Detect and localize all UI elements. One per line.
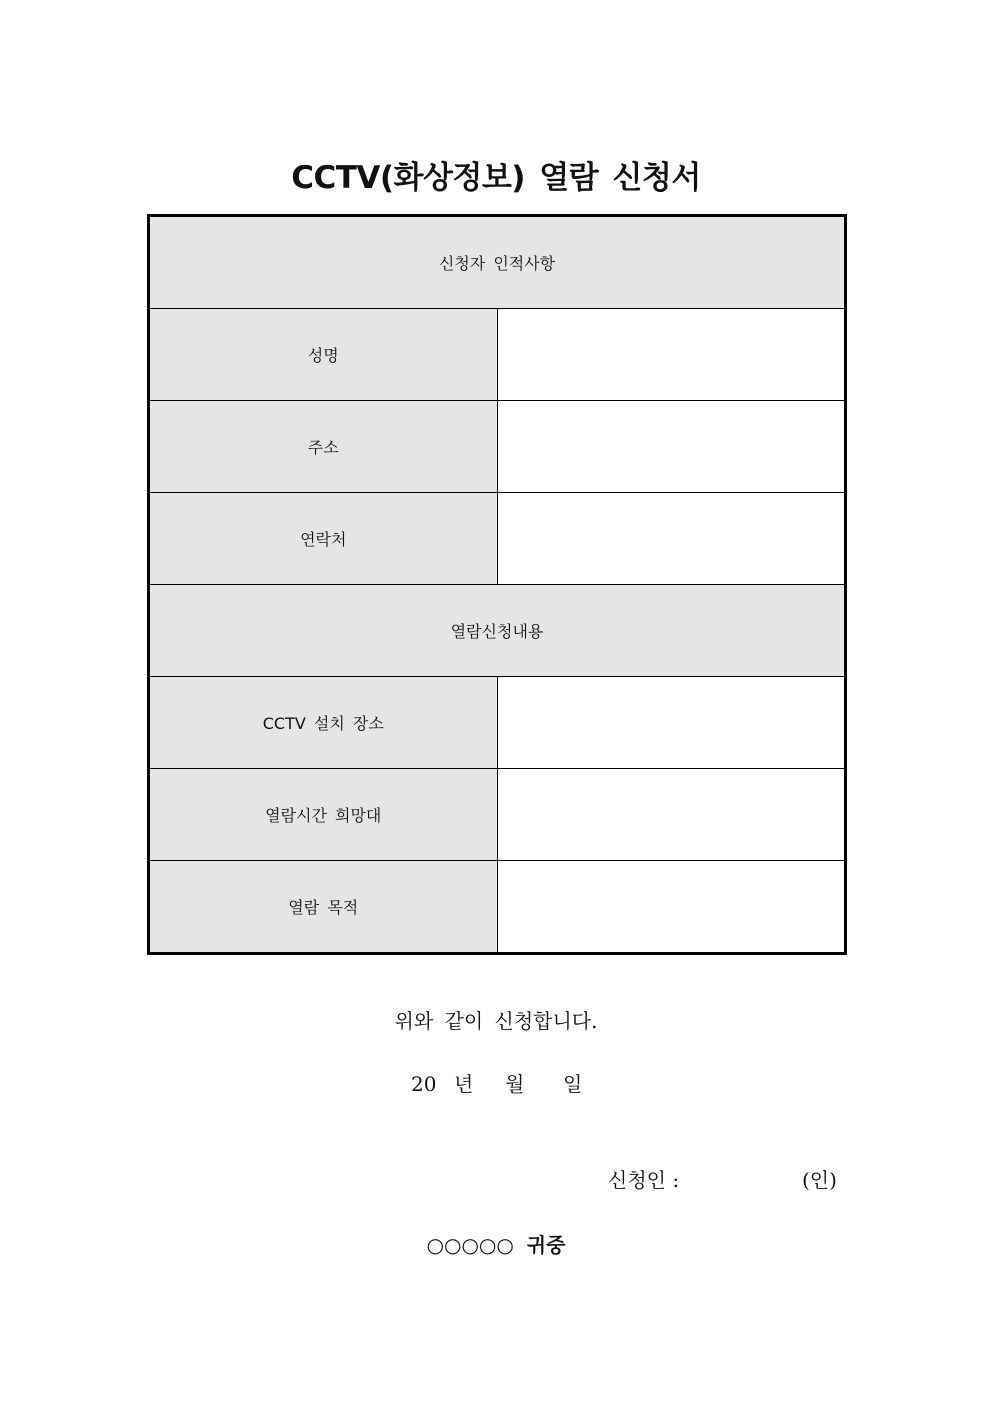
applicant-signature-line: [0, 1165, 992, 1195]
date-day-unit: 일: [563, 1072, 583, 1096]
label-name: 성명: [149, 309, 498, 401]
section-header-request-details: 열람신청내용: [149, 585, 846, 677]
form-row-cctv-location: [149, 677, 846, 769]
name-field[interactable]: [497, 309, 846, 401]
recipient-line: ○○○○○ 귀중: [426, 1233, 566, 1257]
date-month-unit: 월: [505, 1072, 525, 1096]
label-cctv-location: CCTV 설치 장소: [149, 677, 498, 769]
application-form-table: [147, 214, 847, 955]
label-contact: 연락처: [149, 493, 498, 585]
label-viewing-purpose: 열람 목적: [149, 861, 498, 954]
form-row-viewing-purpose: [149, 861, 846, 954]
section-header-applicant-info: 신청자 인적사항: [149, 216, 846, 309]
form-row-name: [149, 309, 846, 401]
address-field[interactable]: [497, 401, 846, 493]
cctv-location-field[interactable]: [497, 677, 846, 769]
section-row-request: [149, 585, 846, 677]
form-row-address: [149, 401, 846, 493]
seal-mark: (인): [802, 1168, 837, 1192]
label-viewing-time: 열람시간 희망대: [149, 769, 498, 861]
applicant-label: 신청인 :: [608, 1168, 680, 1192]
viewing-time-field[interactable]: [497, 769, 846, 861]
document-title: CCTV(화상정보) 열람 신청서: [291, 160, 701, 196]
confirmation-statement: 위와 같이 신청합니다.: [394, 1009, 598, 1033]
label-address: 주소: [149, 401, 498, 493]
viewing-purpose-field[interactable]: [497, 861, 846, 954]
date-line: [0, 1069, 992, 1099]
date-year-unit: 년: [454, 1072, 474, 1096]
section-row-applicant: [149, 216, 846, 309]
form-row-contact: [149, 493, 846, 585]
form-row-viewing-time: [149, 769, 846, 861]
contact-field[interactable]: [497, 493, 846, 585]
date-year-prefix: 20: [411, 1072, 437, 1096]
